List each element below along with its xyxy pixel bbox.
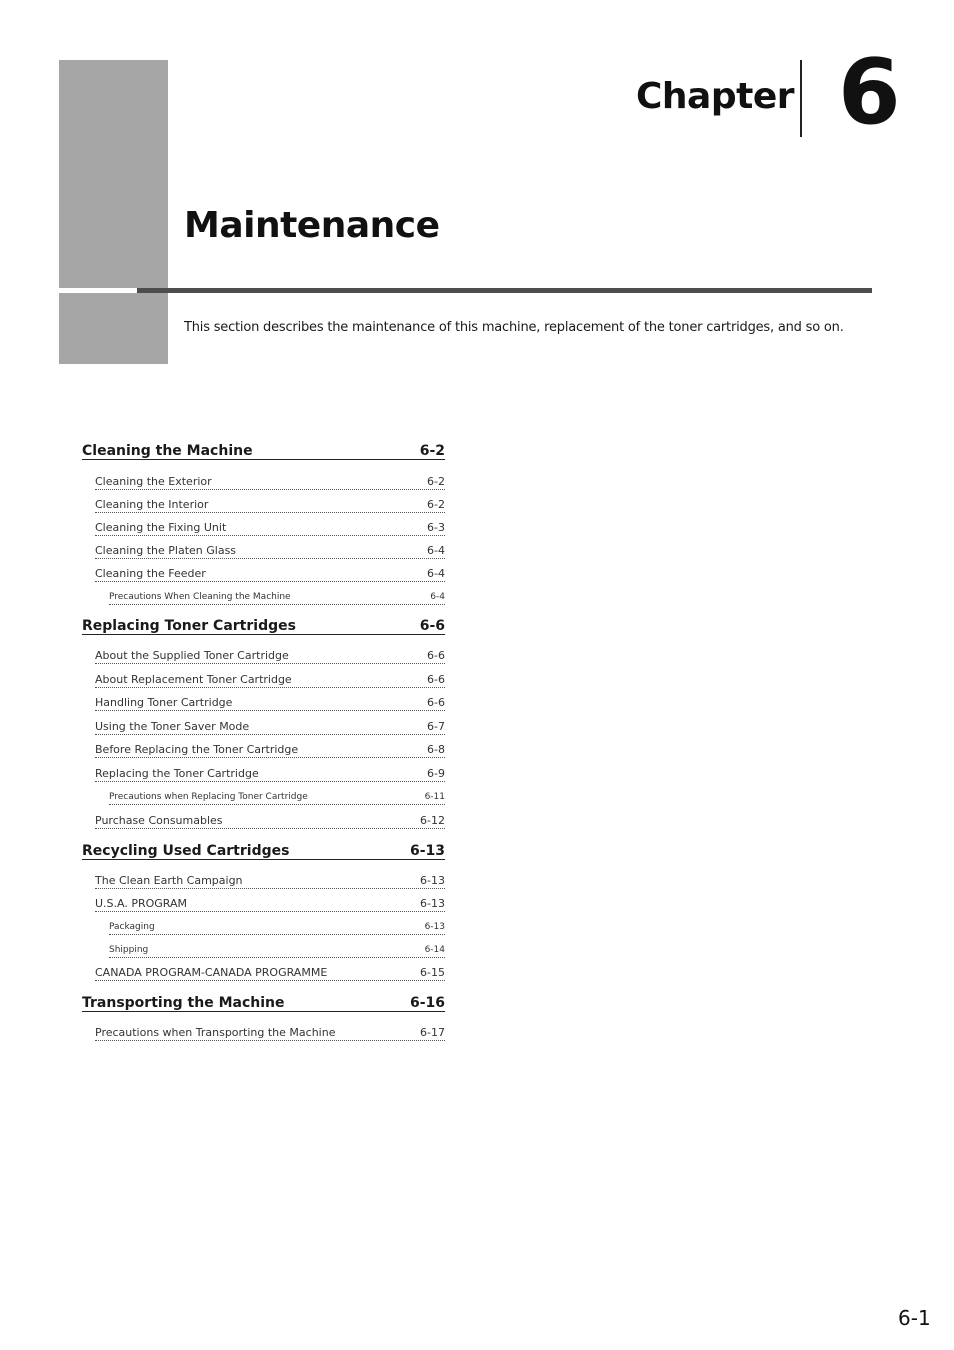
toc-entry-page: 6-2 [427, 475, 445, 488]
page-title: Maintenance [184, 205, 440, 246]
toc-subentry[interactable] [109, 791, 445, 805]
toc-subentry-label: Packaging [109, 922, 155, 932]
toc-subentry[interactable] [109, 591, 445, 605]
toc-section-transporting[interactable] [82, 995, 445, 1012]
toc-section-recycling[interactable] [82, 843, 445, 860]
toc-entry-label: Precautions when Transporting the Machine [95, 1026, 336, 1039]
toc-subentry-label: Precautions when Replacing Toner Cartridge [109, 792, 308, 802]
chapter-label: Chapter [636, 76, 794, 117]
toc-entry-label: About Replacement Toner Cartridge [95, 673, 292, 686]
toc-entry[interactable] [95, 695, 445, 711]
toc-entry-page: 6-6 [427, 696, 445, 709]
toc-entry[interactable] [95, 1025, 445, 1041]
toc-entry[interactable] [95, 474, 445, 490]
toc-entry[interactable] [95, 766, 445, 782]
toc-section-label: Cleaning the Machine [82, 443, 253, 459]
toc-entry-page: 6-4 [427, 544, 445, 557]
toc-subentry-page: 6-14 [424, 945, 445, 955]
toc-entry-label: Cleaning the Fixing Unit [95, 521, 227, 534]
toc-entry-label: Using the Toner Saver Mode [95, 720, 250, 733]
toc-section-replacing-toner[interactable] [82, 618, 445, 635]
toc-entry[interactable] [95, 873, 445, 889]
toc-entry-label: CANADA PROGRAM-CANADA PROGRAMME [95, 966, 328, 979]
toc-entry-label: Replacing the Toner Cartridge [95, 767, 259, 780]
toc-section-page: 6-6 [419, 618, 445, 634]
toc-entry[interactable] [95, 520, 445, 536]
toc-entry-label: About the Supplied Toner Cartridge [95, 649, 289, 662]
toc-subentry-page: 6-13 [424, 922, 445, 932]
toc-entry-label: Cleaning the Interior [95, 498, 209, 511]
toc-entry-page: 6-6 [427, 673, 445, 686]
toc-entry-page: 6-17 [420, 1026, 445, 1039]
toc-entry-page: 6-8 [427, 743, 445, 756]
toc-section-cleaning[interactable] [82, 443, 445, 460]
chapter-divider [800, 60, 802, 137]
toc-entry[interactable] [95, 896, 445, 912]
toc-entry-page: 6-15 [420, 966, 445, 979]
toc-entry-page: 6-4 [427, 567, 445, 580]
toc-entry-page: 6-3 [427, 521, 445, 534]
intro-text: This section describes the maintenance of this machine, replacement of the toner cartridges, and so on. [184, 320, 844, 335]
toc-subentry-label: Precautions When Cleaning the Machine [109, 592, 291, 602]
toc-entry-page: 6-13 [420, 897, 445, 910]
toc-section-label: Transporting the Machine [82, 995, 285, 1011]
toc-subentry[interactable] [109, 921, 445, 935]
table-of-contents [82, 443, 445, 1041]
toc-entry-label: The Clean Earth Campaign [95, 874, 243, 887]
toc-entry[interactable] [95, 497, 445, 513]
toc-section-page: 6-13 [409, 843, 445, 859]
toc-entry-page: 6-9 [427, 767, 445, 780]
toc-entry-page: 6-2 [427, 498, 445, 511]
toc-entry[interactable] [95, 543, 445, 559]
toc-entry[interactable] [95, 813, 445, 829]
chapter-gray-block-bottom [59, 293, 168, 364]
toc-entry[interactable] [95, 965, 445, 981]
chapter-number: 6 [838, 40, 901, 145]
toc-subentry-label: Shipping [109, 945, 149, 955]
toc-entry[interactable] [95, 648, 445, 664]
toc-entry[interactable] [95, 672, 445, 688]
toc-entry-page: 6-7 [427, 720, 445, 733]
toc-section-label: Recycling Used Cartridges [82, 843, 290, 859]
title-rule [137, 288, 872, 293]
toc-entry[interactable] [95, 742, 445, 758]
toc-entry-page: 6-13 [420, 874, 445, 887]
chapter-gray-block-top [59, 60, 168, 288]
toc-entry[interactable] [95, 566, 445, 582]
page-number: 6-1 [898, 1306, 931, 1330]
toc-entry-page: 6-6 [427, 649, 445, 662]
toc-entry-label: Cleaning the Feeder [95, 567, 206, 580]
toc-entry-label: U.S.A. PROGRAM [95, 897, 188, 910]
toc-section-label: Replacing Toner Cartridges [82, 618, 296, 634]
toc-entry-label: Before Replacing the Toner Cartridge [95, 743, 299, 756]
toc-entry-label: Cleaning the Platen Glass [95, 544, 237, 557]
toc-subentry[interactable] [109, 944, 445, 958]
toc-entry-label: Purchase Consumables [95, 814, 223, 827]
toc-entry[interactable] [95, 719, 445, 735]
toc-entry-label: Handling Toner Cartridge [95, 696, 233, 709]
toc-subentry-page: 6-11 [424, 792, 445, 802]
toc-entry-page: 6-12 [420, 814, 445, 827]
toc-section-page: 6-16 [409, 995, 445, 1011]
toc-entry-label: Cleaning the Exterior [95, 475, 212, 488]
toc-section-page: 6-2 [419, 443, 445, 459]
toc-subentry-page: 6-4 [430, 592, 445, 602]
